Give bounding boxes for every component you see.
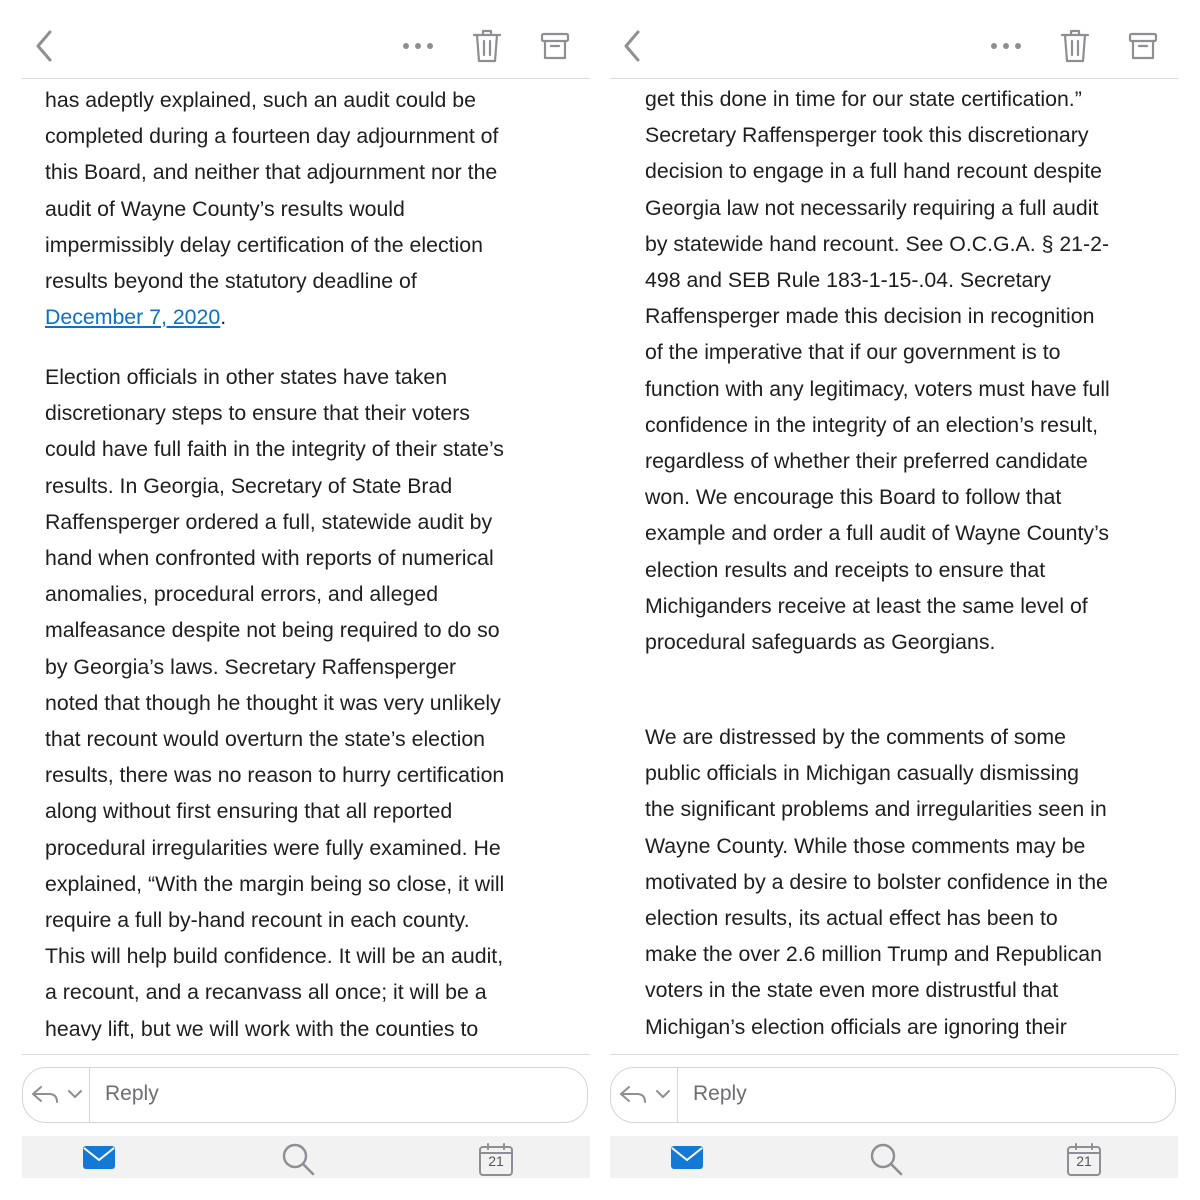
text-line: Raffensperger made this decision in recognition	[645, 304, 1095, 329]
reply-arrow-icon	[617, 1082, 677, 1108]
text-line: has adeptly explained, such an audit could be	[45, 88, 476, 112]
text-line: results. In Georgia, Secretary of State Brad	[45, 473, 453, 498]
reply-placeholder: Reply	[693, 1082, 747, 1105]
text-line: Wayne County. While those comments may be	[645, 833, 1086, 858]
text-line: along without first ensuring that all reported	[45, 799, 453, 824]
chevron-down-icon	[657, 1091, 669, 1097]
email-panel-right	[610, 0, 1178, 1178]
text-line: election results, its actual effect has been to	[645, 906, 1058, 931]
tab-calendar[interactable]	[1066, 1142, 1106, 1176]
text-line: completed during a fourteen day adjournment of	[45, 124, 499, 149]
reply-placeholder: Reply	[105, 1082, 159, 1105]
tab-mail[interactable]	[80, 1142, 120, 1176]
text-line: Election officials in other states have taken	[45, 365, 448, 389]
tab-search[interactable]	[280, 1142, 320, 1176]
delete-button[interactable]	[1059, 28, 1091, 64]
more-icon	[398, 36, 438, 56]
text-line: procedural irregularities were fully examined. He	[45, 835, 501, 860]
text-line: motivated by a desire to bolster confidence in the	[645, 869, 1108, 894]
back-button[interactable]	[618, 26, 646, 66]
email-paragraph	[645, 81, 1165, 660]
text-line: hand when confronted with reports of numerical	[45, 546, 494, 571]
trash-icon	[1059, 28, 1091, 64]
email-panel-left	[22, 0, 590, 1178]
search-icon	[280, 1142, 320, 1176]
date-link[interactable]: December 7, 2020	[45, 305, 221, 330]
text-line: malfeasance despite not being required to do so	[45, 618, 500, 643]
calendar-day: 21	[488, 1153, 504, 1169]
text-line: Raffensperger ordered a full, statewide audit by	[45, 509, 493, 534]
text-line: require a full by-hand recount in each county.	[45, 908, 470, 933]
text-line: by Georgia’s laws. Secretary Raffensperger	[45, 654, 457, 679]
text-line: get this done in time for our state certification.”	[645, 87, 1082, 111]
email-paragraph	[45, 359, 565, 1047]
text-line: Michiganders receive at least the same level of	[645, 593, 1088, 618]
text-line	[45, 299, 565, 335]
archive-icon	[1128, 30, 1158, 62]
reply-options-button[interactable]	[29, 1082, 89, 1108]
text-line: decision to engage in a full hand recount despite	[645, 159, 1103, 184]
text-line: a recount, and a recanvass all once; it will be a	[45, 980, 487, 1005]
text-line: 498 and SEB Rule 183-1-15-.04. Secretary	[645, 268, 1052, 293]
text-line: procedural safeguards as Georgians.	[645, 630, 996, 655]
email-paragraph	[645, 719, 1165, 1045]
text-line: function with any legitimacy, voters must have full	[645, 376, 1110, 401]
text-line: We are distressed by the comments of some	[645, 725, 1066, 749]
text-line: explained, “With the margin being so close, it will	[45, 871, 505, 896]
reply-input[interactable]	[610, 1067, 1176, 1123]
tab-bar	[22, 1136, 590, 1178]
text-line: Secretary Raffensperger took this discretionary	[645, 123, 1089, 148]
chevron-left-icon	[30, 26, 58, 66]
tab-mail[interactable]	[668, 1142, 708, 1176]
reply-options-button[interactable]	[617, 1082, 677, 1108]
text-line: by statewide hand recount. See O.C.G.A. § 21-2-	[645, 231, 1110, 256]
tab-bar	[610, 1136, 1178, 1178]
text-line: heavy lift, but we will work with the counties to	[45, 1016, 479, 1041]
text-line: election results and receipts to ensure that	[645, 557, 1046, 582]
tab-search[interactable]	[868, 1142, 908, 1176]
text-line: results, there was no reason to hurry certification	[45, 763, 505, 788]
text-line: the significant problems and irregularities seen in	[645, 797, 1107, 822]
more-icon	[986, 36, 1026, 56]
text-line: confidence in the integrity of an election’s result,	[645, 412, 1099, 437]
more-button[interactable]	[398, 36, 438, 56]
text-line: This will help build confidence. It will be an audit,	[45, 944, 504, 969]
text-line: this Board, and neither that adjournment nor the	[45, 160, 498, 185]
text-line: example and order a full audit of Wayne County’s	[645, 521, 1110, 546]
text-line: noted that though he thought it was very unlikely	[45, 690, 501, 715]
mail-icon	[80, 1142, 120, 1172]
text-line: of the imperative that if our government is to	[645, 340, 1061, 365]
chevron-down-icon	[69, 1091, 81, 1097]
reply-input[interactable]	[22, 1067, 588, 1123]
delete-button[interactable]	[471, 28, 503, 64]
toolbar	[22, 0, 590, 79]
tab-calendar[interactable]	[478, 1142, 518, 1176]
back-button[interactable]	[30, 26, 58, 66]
text-line: Georgia law not necessarily requiring a full audit	[645, 195, 1099, 220]
text-line: could have full faith in the integrity of their state’s	[45, 437, 504, 462]
text-line: anomalies, procedural errors, and alleged	[45, 582, 439, 607]
chevron-left-icon	[618, 26, 646, 66]
text-line: voters in the state even more distrustful that	[645, 978, 1059, 1003]
divider	[677, 1068, 678, 1122]
archive-icon	[540, 30, 570, 62]
divider	[89, 1068, 90, 1122]
archive-button[interactable]	[540, 30, 570, 62]
more-button[interactable]	[986, 36, 1026, 56]
toolbar	[610, 0, 1178, 79]
text-line: regardless of whether their preferred candidate	[645, 449, 1088, 474]
link-trailing-text: .	[220, 305, 227, 330]
mail-icon	[668, 1142, 708, 1172]
calendar-day: 21	[1076, 1153, 1092, 1169]
text-line: audit of Wayne County’s results would	[45, 196, 405, 221]
text-line: Michigan’s election officials are ignoring their	[645, 1014, 1067, 1039]
text-line: public officials in Michigan casually dismissing	[645, 761, 1080, 786]
text-line: won. We encourage this Board to follow that	[645, 485, 1062, 510]
reply-bar	[22, 1054, 590, 1137]
archive-button[interactable]	[1128, 30, 1158, 62]
trash-icon	[471, 28, 503, 64]
text-line: that recount would overturn the state’s election	[45, 727, 486, 752]
text-line: discretionary steps to ensure that their voters	[45, 401, 470, 426]
email-paragraph	[45, 82, 565, 335]
search-icon	[868, 1142, 908, 1176]
text-line: make the over 2.6 million Trump and Republican	[645, 942, 1102, 967]
text-line: impermissibly delay certification of the election	[45, 232, 483, 257]
text-line: results beyond the statutory deadline of	[45, 269, 417, 294]
reply-arrow-icon	[29, 1082, 89, 1108]
reply-bar	[610, 1054, 1178, 1137]
